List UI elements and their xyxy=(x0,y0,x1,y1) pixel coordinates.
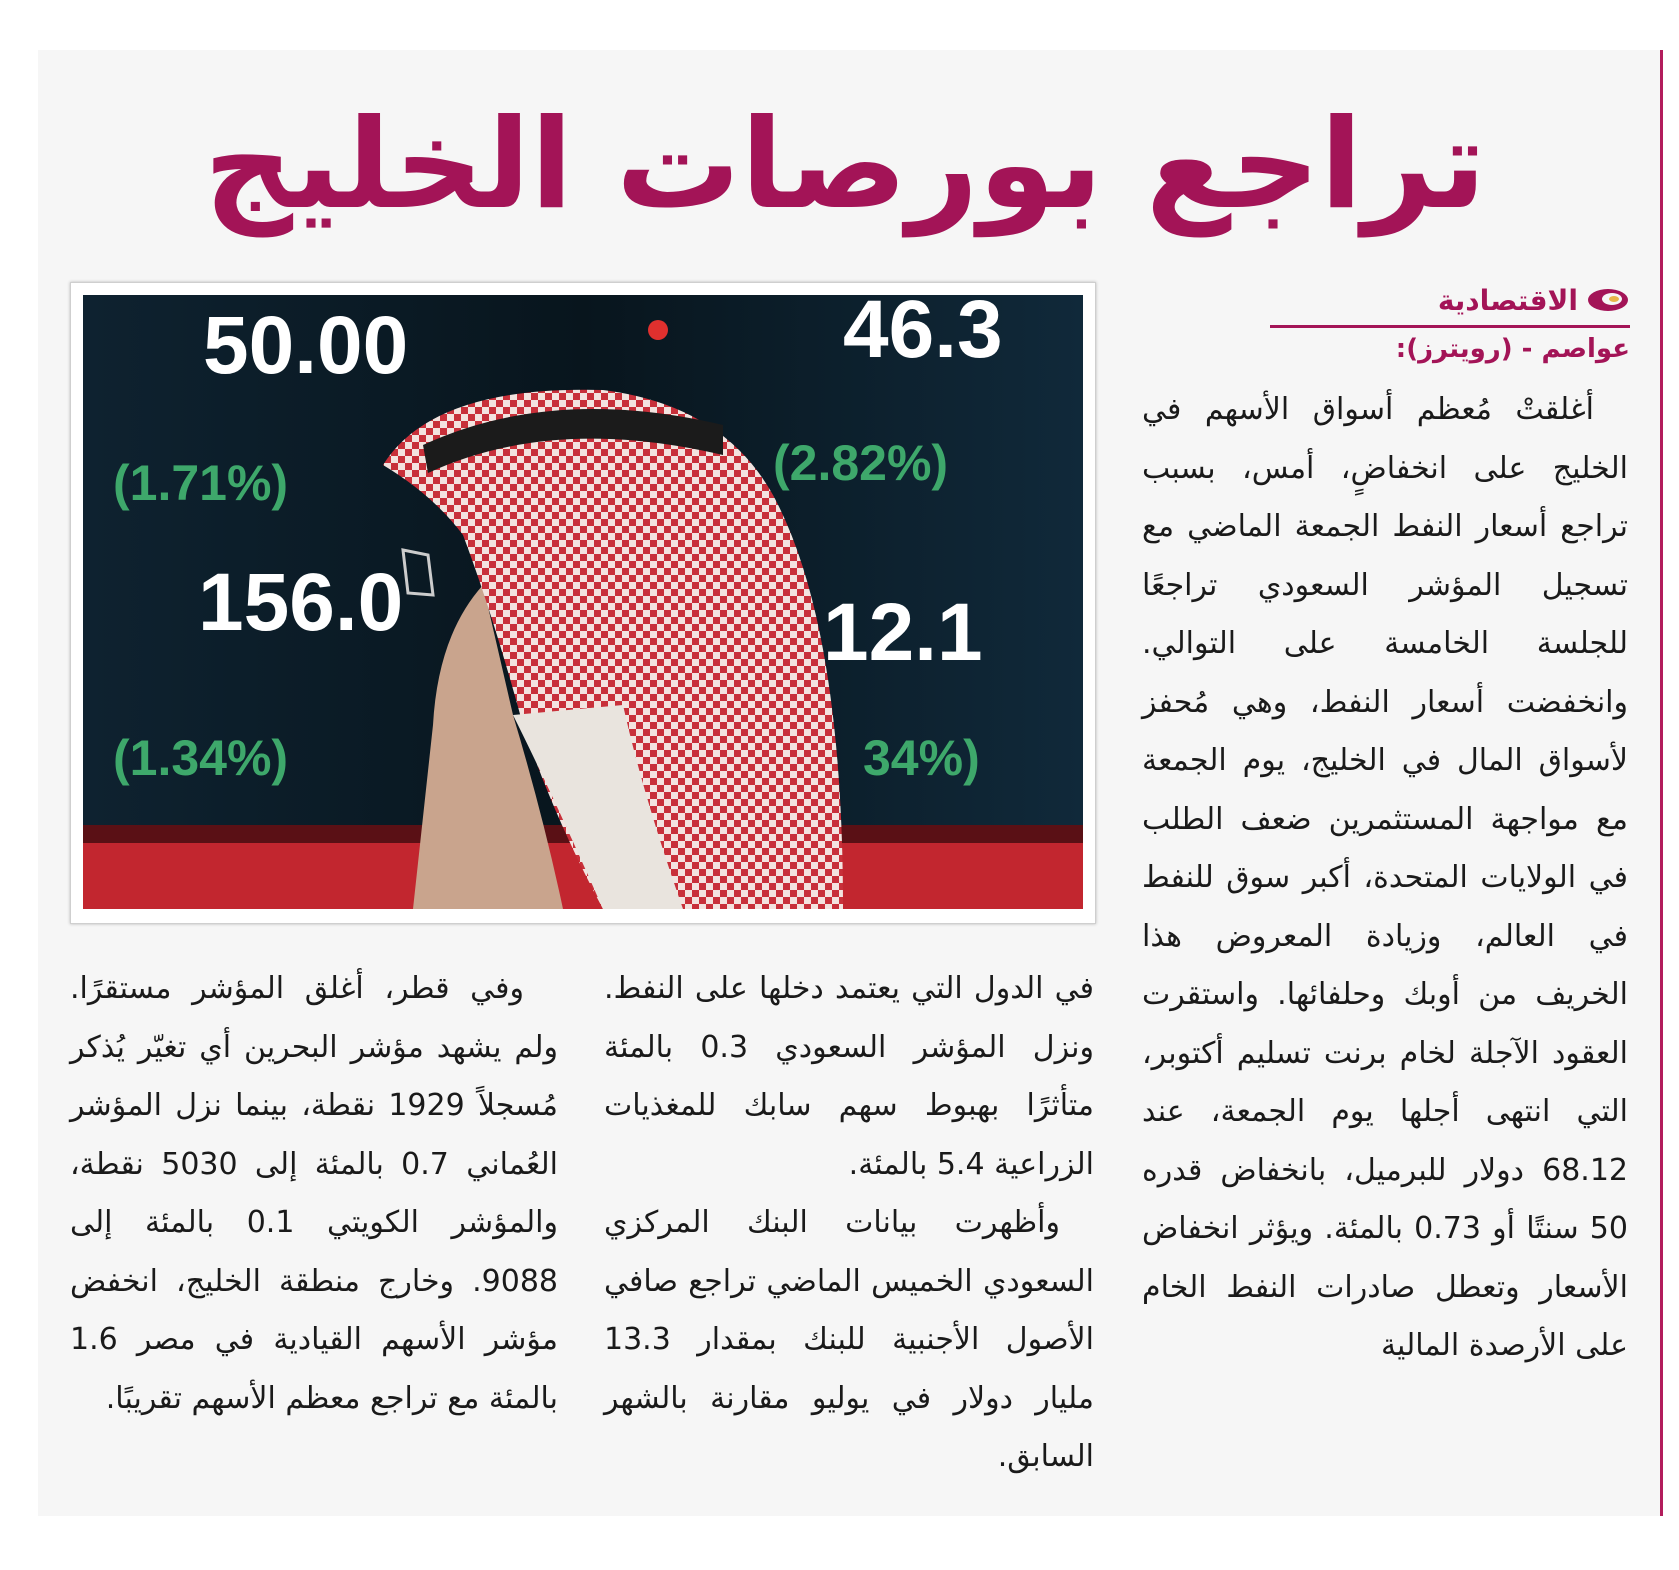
paragraph: أغلقتْ مُعظم أسواق الأسهم في الخليج على انخفاضٍ، أمس، بسبب تراجع أسعار النفط الجمعة الماضي مع تسجيل المؤشر السعودي تراجعًا للجلسة الخامسة على التوالي. وانخفضت أسعار النفط، وهي مُحفز لأسواق المال في الخليج، يوم الجمعة مع مواجهة المستثمرين ضعف الطلب في الولايات المتحدة، أكبر سوق للنفط في العالم، وزيادة المعروض هذا الخريف من أوبك وحلفائها. واستقرت العقود الآجلة لخام برنت تسليم أكتوبر، التي انتهى أجلها يوم الجمعة، عند 68.12 دولار للبرميل، بانخفاض قدره 50 سنتًا أو 0.73 بالمئة. ويؤثر انخفاض الأسعار وتعطل صادرات النفط الخام على الأرصدة المالية xyxy=(1142,392,1628,1363)
board-value-2: 46.3 xyxy=(843,295,1003,375)
article-photo xyxy=(83,295,1083,909)
photo-frame xyxy=(70,282,1096,924)
page-edge-rule xyxy=(1660,50,1663,1516)
article-column-3 xyxy=(70,960,558,1500)
paragraph: وأظهرت بيانات البنك المركزي السعودي الخميس الماضي تراجع صافي الأصول الأجنبية للبنك بمقدار 13.3 مليار دولار في يوليو مقارنة بالشهر السابق. xyxy=(604,1205,1094,1474)
dateline: عواصم - (رويترز): xyxy=(1395,334,1630,364)
article-column-2 xyxy=(604,960,1094,1500)
board-value-1: 50.00 xyxy=(203,300,409,391)
board-value-3: 156.0 xyxy=(198,557,404,648)
article-column-1 xyxy=(1142,381,1628,1501)
paragraph: في الدول التي يعتمد دخلها على النفط. ونزل المؤشر السعودي 0.3 بالمئة متأثرًا بهبوط سهم سابك للمغذيات الزراعية 5.4 بالمئة. xyxy=(604,971,1094,1182)
board-change-2: (2.82%) xyxy=(773,435,949,491)
source-brand xyxy=(1280,280,1630,320)
brand-name: الاقتصادية xyxy=(1437,283,1578,317)
board-change-4: 34%) xyxy=(863,730,980,786)
board-change-1: (1.71%) xyxy=(113,455,289,511)
paragraph: وفي قطر، أغلق المؤشر مستقرًا. ولم يشهد مؤشر البحرين أي تغيّر يُذكر مُسجلاً 1929 نقطة، بينما نزل المؤشر العُماني 0.7 بالمئة إلى 5030 نقطة، والمؤشر الكويتي 0.1 بالمئة إلى 9088. وخارج منطقة الخليج، انخفض مؤشر الأسهم القيادية في مصر 1.6 بالمئة مع تراجع معظم الأسهم تقريبًا. xyxy=(70,971,559,1416)
source-divider xyxy=(1270,325,1630,328)
board-value-4: 12.1 xyxy=(823,587,983,678)
board-change-3: (1.34%) xyxy=(113,730,289,786)
stock-board-photo xyxy=(83,295,1083,909)
brand-logo-icon xyxy=(1586,285,1630,315)
article-headline: تراجع بورصات الخليج xyxy=(203,93,1487,237)
